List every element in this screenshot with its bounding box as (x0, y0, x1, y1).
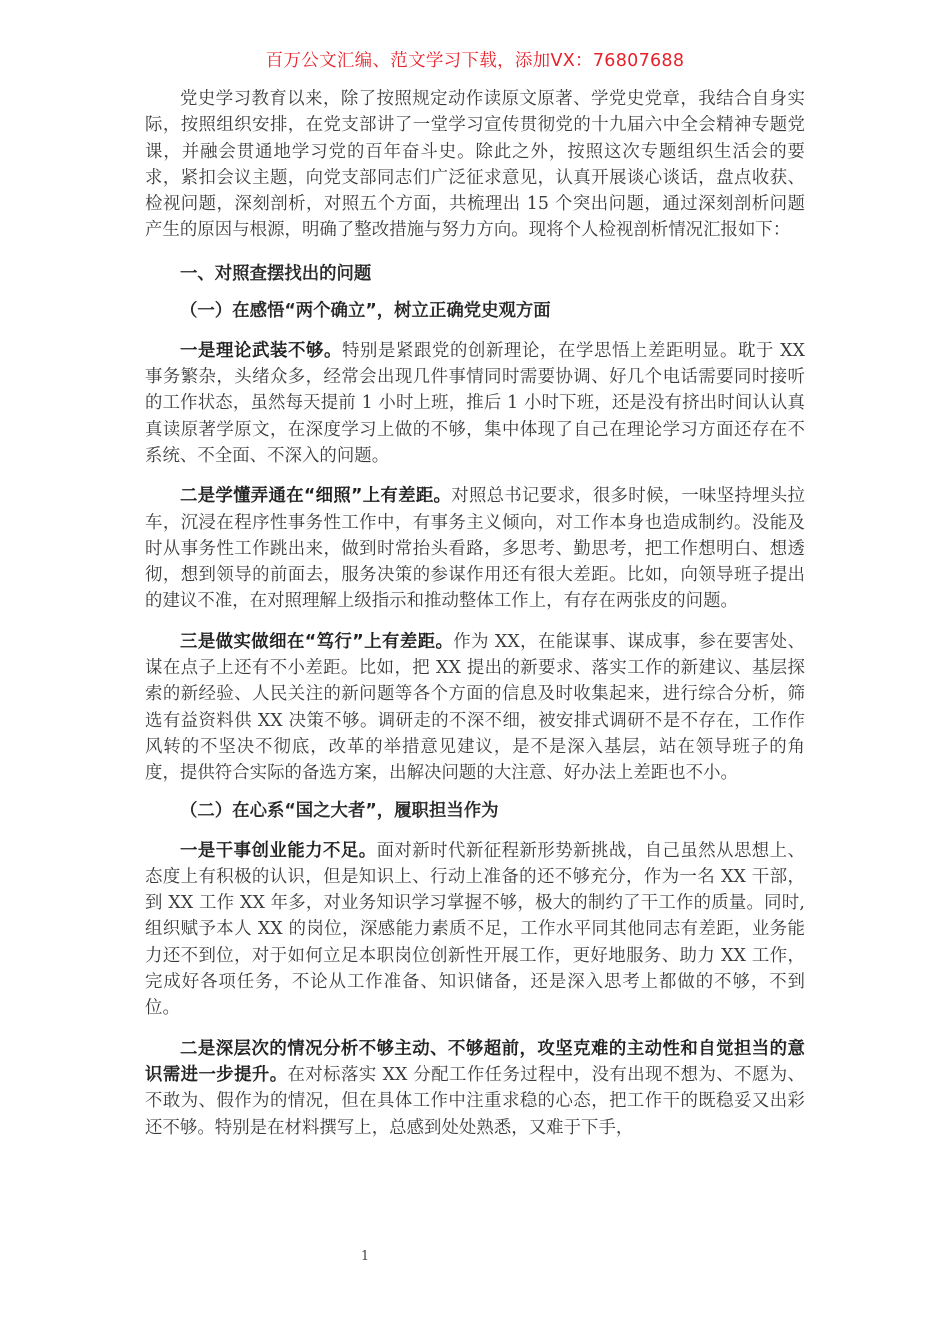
problem-paragraph (145, 483, 805, 614)
subsection-heading-1: （一）在感悟“两个确立”，树立正确党史观方面 (180, 300, 551, 321)
problem-paragraph (145, 338, 805, 469)
problem-text: 特别是紧跟党的创新理论，在学思悟上差距明显。耽于 XX 事务繁杂，头绪众多，经常会出现几件事情同时需要协调、好几个电话需要同时接听的工作状态，虽然每天提前 1 小时上班，推后 1 小时下班，还是没有挤出时间认认真真读原著学原文，在深度学习上做的不够，集中体现了自己在理论学习方面还存在不系统、不全面、不深入的问题。 (145, 340, 805, 466)
problem-paragraph (145, 1036, 805, 1141)
subsection-heading-2: （二）在心系“国之大者”，履职担当作为 (180, 800, 499, 821)
problem-text: 在对标落实 XX 分配工作任务过程中，没有出现不想为、不愿为、不敢为、假作为的情况，但在具体工作中注重求稳的心态，把工作干的既稳妥又出彩还不够。特别是在材料撰写上，总感到处处熟悉，又难于下手， (145, 1064, 805, 1138)
promo-banner: 百万公文汇编、范文学习下载，添加VX：76807688 (265, 51, 685, 71)
page-number: 1 (360, 1249, 370, 1264)
section-heading: 一、对照查摆找出的问题 (180, 263, 372, 284)
document-body (145, 86, 805, 1141)
problem-text: 对照总书记要求，很多时候，一味坚持埋头拉车，沉浸在程序性事务性工作中，有事务主义倾向，对工作本身也造成制约。没能及时从事务性工作跳出来，做到时常抬头看路，多思考、勤思考，把工作想明白、想透彻，想到领导的前面去，服务决策的参谋作用还有很大差距。比如，向领导班子提出的建议不准，在对照理解上级指示和推动整体工作上，有存在两张皮的问题。 (145, 486, 805, 612)
problem-lead: 二是学懂弄通在“细照”上有差距。 (180, 486, 452, 507)
problem-lead: 二是深层次的情况分析不够主动、不够超前，攻坚克难的主动性和自觉担当的意识需进一步提升。 (145, 1038, 805, 1085)
intro-paragraph: 党史学习教育以来，除了按照规定动作读原文原著、学党史党章，我结合自身实际，按照组织安排，在党支部讲了一堂学习宣传贯彻党的十九届六中全会精神专题党课，并融会贯通地学习党的百年奋斗史。除此之外，按照这次专题组织生活会的要求，紧扣会议主题，向党支部同志们广泛征求意见，认真开展谈心谈话，盘点收获、检视问题，深刻剖析，对照五个方面，共梳理出 15 个突出问题，通过深刻剖析问题产生的原因与根源，明确了整改措施与努力方向。现将个人检视剖析情况汇报如下： (145, 89, 805, 241)
problem-text: 面对新时代新征程新形势新挑战，自己虽然从思想上、态度上有积极的认识，但是知识上、行动上准备的还不够充分，作为一名 XX 干部，到 XX 工作 XX 年多，对业务知识学习掌握不够，极大的制约了干工作的质量。同时,组织赋予本人 XX 的岗位，深感能力素质不足，工作水平同其他同志有差距，业务能力还不到位，对于如何立足本职岗位创新性开展工作，更好地服务、助力 XX 工作，完成好各项任务，不论从工作准备、知识储备，还是深入思考上都做的不够，不到位。 (145, 840, 805, 1019)
problem-text: 作为 XX，在能谋事、谋成事，参在要害处、谋在点子上还有不小差距。比如，把 XX 提出的新要求、落实工作的新建议、基层探索的新经验、人民关注的新问题等各个方面的信息及时收集起来，进行综合分析，筛选有益资料供 XX 决策不够。调研走的不深不细，被安排式调研不是不存在，工作作风转的不坚决不彻底，改革的举措意见建议，是不是深入基层，站在领导班子的角度，提供符合实际的备选方案，出解决问题的大注意、好办法上差距也不小。 (145, 631, 805, 784)
problem-paragraph (145, 629, 805, 787)
problem-lead: 一是干事创业能力不足。 (180, 840, 377, 861)
problem-lead: 一是理论武装不够。 (180, 340, 342, 361)
problem-lead: 三是做实做细在“笃行”上有差距。 (180, 631, 454, 652)
problem-paragraph (145, 838, 805, 1022)
